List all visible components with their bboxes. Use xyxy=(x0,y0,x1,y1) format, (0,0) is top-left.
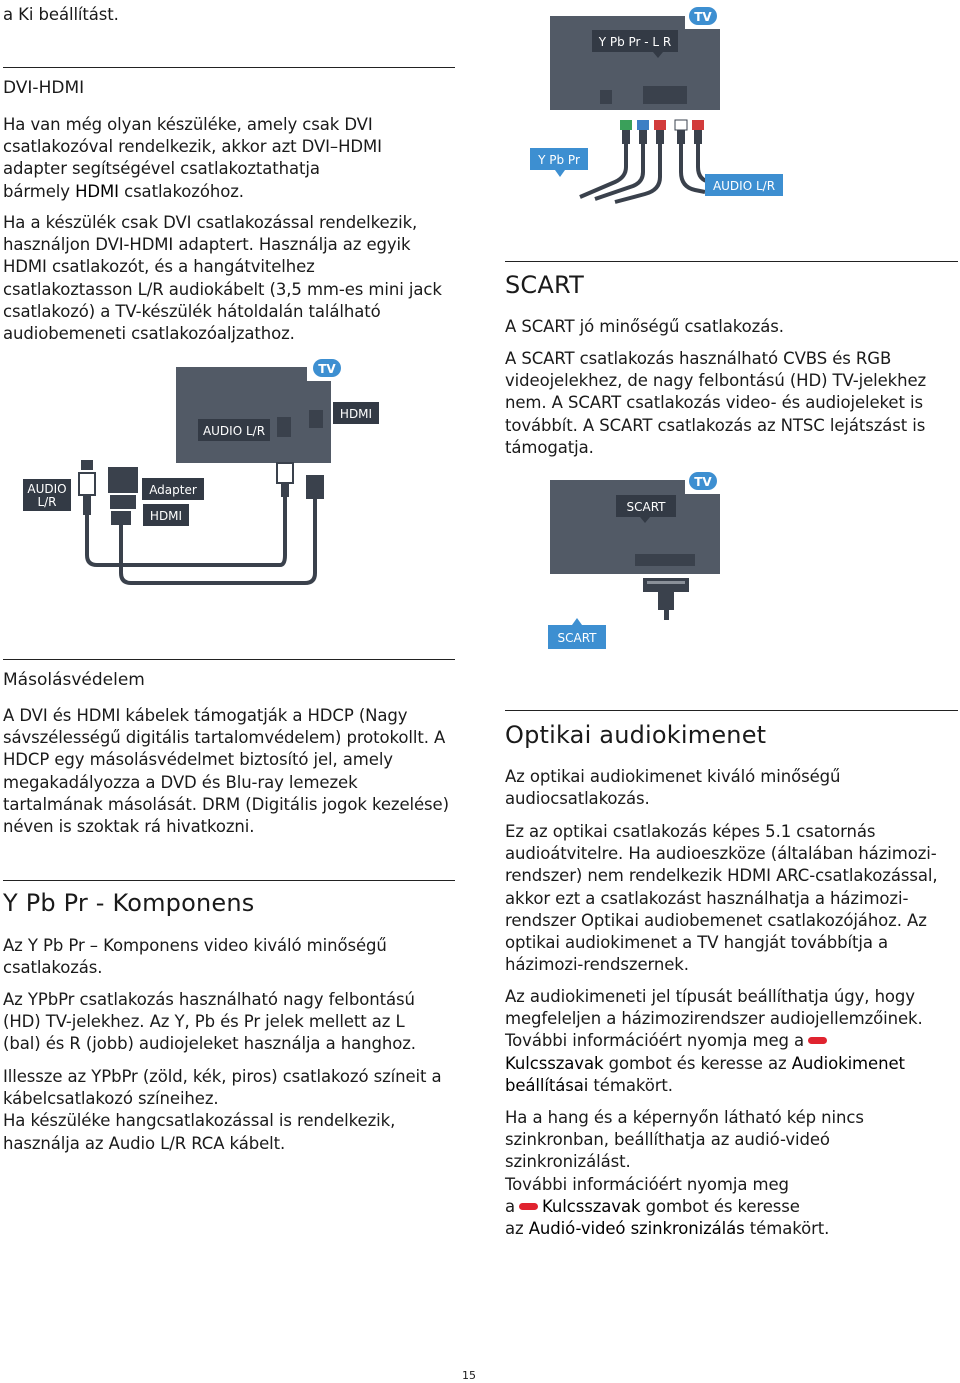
ypbpr-label: Y Pb Pr xyxy=(538,153,580,167)
text-line: gombot és keresse az xyxy=(608,1053,787,1073)
dvi-paragraph-1 xyxy=(3,114,382,203)
audio-output-topic-link[interactable]: Audiokimenet xyxy=(791,1053,905,1073)
text-line: szinkronban, beállíthatja az audió-videó xyxy=(505,1130,830,1150)
adapter-block xyxy=(108,467,138,493)
hdmi-label: HDMI xyxy=(149,509,183,523)
text-line: használjon DVI-HDMI adaptert. Használja az egyik xyxy=(3,235,411,255)
text-line: csatlakozóhoz. xyxy=(124,181,244,201)
text-line: rendszer) nem rendelkezik HDMI ARC-csatlakozással, xyxy=(505,866,938,886)
text-line: Illessze az YPbPr (zöld, kék, piros) csatlakozó színeit a xyxy=(3,1067,442,1086)
text-line: továbbít. A SCART csatlakozás az NTSC lejátszást is xyxy=(505,415,926,435)
text-line: HDCP egy másolásvédelmet biztosító jel, amely xyxy=(3,750,393,770)
optical-paragraph-4 xyxy=(505,1107,864,1240)
text-line: sávszélességű digitális tartalomvédelem) protokollt. A xyxy=(3,728,446,748)
tv-panel xyxy=(176,367,331,463)
text-line: a xyxy=(505,1196,516,1216)
text-line: gombot és keresse xyxy=(645,1196,800,1216)
text-line: az xyxy=(505,1219,524,1239)
section-divider xyxy=(3,880,455,881)
text-line: csatlakoztasson L/R audiokábelt (3,5 mm-es mini jack xyxy=(3,279,442,299)
ypbpr-diagram xyxy=(525,2,785,207)
scart-tv-label: SCART xyxy=(626,500,666,514)
text-line: audiocsatlakozás. xyxy=(505,789,650,809)
audio-lr-label-1: AUDIO xyxy=(27,482,67,496)
scart-paragraph-1 xyxy=(505,316,784,338)
copy-protection-paragraph xyxy=(3,705,449,838)
text-line: A DVI és HDMI kábelek támogatják a HDCP (Nagy xyxy=(3,706,408,725)
red-color-key-icon xyxy=(519,1203,538,1210)
text-line: Ha van még olyan készüléke, amely csak DVI xyxy=(3,115,373,134)
text-line: megakadályozza a DVD és Blu-ray lemezek xyxy=(3,772,358,792)
audio-output-topic-link-2[interactable]: beállításai xyxy=(505,1075,589,1095)
text-line: csatlakozás. xyxy=(3,958,103,978)
section-divider xyxy=(3,659,455,660)
text-line: rendszer Optikai audiobemenet csatlakozójához. Az xyxy=(505,910,927,930)
scart-paragraph-2 xyxy=(505,348,926,459)
text-line: Ha a készülék csak DVI csatlakozással rendelkezik, xyxy=(3,213,418,232)
section-divider xyxy=(505,261,958,262)
scart-label: SCART xyxy=(557,631,597,645)
text-line: adapter segítségével csatlakoztathatja xyxy=(3,159,320,179)
optical-paragraph-3 xyxy=(505,986,923,1097)
optical-paragraph-2 xyxy=(505,821,937,976)
red-color-key-icon xyxy=(808,1037,827,1044)
text-line: Ez az optikai csatlakozás képes 5.1 csatornás xyxy=(505,822,876,841)
keywords-button-label[interactable]: Kulcsszavak xyxy=(542,1196,641,1216)
section-divider xyxy=(505,710,958,711)
text-line: További információért nyomja meg xyxy=(505,1174,789,1194)
av-sync-topic-link[interactable]: Audió-videó szinkronizálás xyxy=(528,1219,745,1239)
ypbpr-paragraph-3 xyxy=(3,1066,442,1155)
dvi-paragraph-2 xyxy=(3,212,442,345)
text-line: (bal) és R (jobb) audiojeleket használja a hanghoz. xyxy=(3,1034,416,1054)
audio-lr-label: AUDIO L/R xyxy=(712,179,776,193)
top-line-link[interactable]: Ki beállítást. xyxy=(18,5,119,24)
text-line: bármely xyxy=(3,181,70,201)
tv-label: TV xyxy=(694,475,712,489)
text-line: használja az Audio L/R RCA kábelt. xyxy=(3,1133,286,1153)
hdmi-link[interactable]: HDMI xyxy=(75,181,119,201)
audio-lr-label-2: L/R xyxy=(37,495,57,509)
tv-label: TV xyxy=(318,362,336,376)
ypbpr-lr-label: Y Pb Pr - L R xyxy=(598,35,672,49)
ypbpr-title: Y Pb Pr - Komponens xyxy=(3,889,255,917)
rca-plugs xyxy=(620,120,704,144)
text-line: A SCART csatlakozás használható CVBS és RGB xyxy=(505,349,892,368)
text-line: További információért nyomja meg a xyxy=(505,1031,805,1051)
copy-protection-title: Másolásvédelem xyxy=(3,670,145,690)
text-line: (HD) TV-jelekhez. Az Y, Pb és Pr jelek mellett az L xyxy=(3,1012,405,1032)
text-line: támogatja. xyxy=(505,437,594,457)
text-line: Az optikai audiokimenet kiváló minőségű xyxy=(505,767,841,786)
text-line: témakört. xyxy=(749,1219,830,1239)
text-line: témakört. xyxy=(593,1075,673,1095)
text-line: Ha készüléke hangcsatlakozással is rendelkezik, xyxy=(3,1111,396,1131)
page-number: 15 xyxy=(462,1369,476,1382)
ypbpr-paragraph-1 xyxy=(3,935,387,979)
adapter-label: Adapter xyxy=(149,483,197,497)
text-line: audioátvitelre. Ha audioeszköze (általában házimozi- xyxy=(505,844,937,864)
scart-diagram xyxy=(540,468,730,653)
dvi-hdmi-diagram xyxy=(15,355,395,595)
section-divider xyxy=(3,67,455,68)
audio-lr-tv-label: AUDIO L/R xyxy=(202,424,266,438)
hdmi-tv-label: HDMI xyxy=(339,407,373,421)
text-line: csatlakozóval rendelkezik, akkor azt DVI–HDMI xyxy=(3,137,382,157)
text-line: optikai audiokimenet a TV hangját továbbítja a xyxy=(505,933,889,953)
keywords-button-label[interactable]: Kulcsszavak xyxy=(505,1053,604,1073)
ypbpr-paragraph-2 xyxy=(3,989,416,1056)
text-line: videojelekhez, de nagy felbontású (HD) TV-jelekhez xyxy=(505,371,927,391)
text-line: Az YPbPr csatlakozás használható nagy felbontású xyxy=(3,990,415,1009)
text-line: nem. A SCART csatlakozás video- és audiojeleket is xyxy=(505,393,923,413)
text-line: Az Y Pb Pr – Komponens video kiváló minőségű xyxy=(3,936,387,955)
text-line: házimozi-rendszernek. xyxy=(505,955,689,975)
top-line-prefix: a xyxy=(3,5,14,24)
text-line: szinkronizálást. xyxy=(505,1152,631,1172)
text-line: Ha a hang és a képernyőn látható kép nincs xyxy=(505,1108,864,1127)
dvi-title: DVI-HDMI xyxy=(3,78,85,98)
text-line: audiobemeneti csatlakozóaljzathoz. xyxy=(3,324,295,344)
scart-plug xyxy=(643,578,689,592)
optical-title: Optikai audiokimenet xyxy=(505,721,767,749)
scart-title: SCART xyxy=(505,271,584,299)
text-line: néven is szoktak rá hivatkozni. xyxy=(3,817,255,837)
text-line: HDMI csatlakozót, és a hangátvitelhez xyxy=(3,257,315,277)
text-line: kábelcsatlakozó színeihez. xyxy=(3,1089,219,1109)
top-line xyxy=(3,4,119,26)
text-line: csatlakozó) a TV-készülék hátoldalán található xyxy=(3,301,381,321)
text-line: megfeleljen a házimozirendszer audiojellemzőinek. xyxy=(505,1009,923,1029)
text-line: Az audiokimeneti jel típusát beállíthatja úgy, hogy xyxy=(505,987,915,1006)
text-line: akkor ezt a csatlakozást használhatja a házimozi- xyxy=(505,888,909,908)
text-line: A SCART jó minőségű csatlakozás. xyxy=(505,317,784,336)
optical-paragraph-1 xyxy=(505,766,840,810)
text-line: tartalmának másolását. DRM (Digitális jogok kezelése) xyxy=(3,794,449,814)
tv-label: TV xyxy=(694,10,712,24)
